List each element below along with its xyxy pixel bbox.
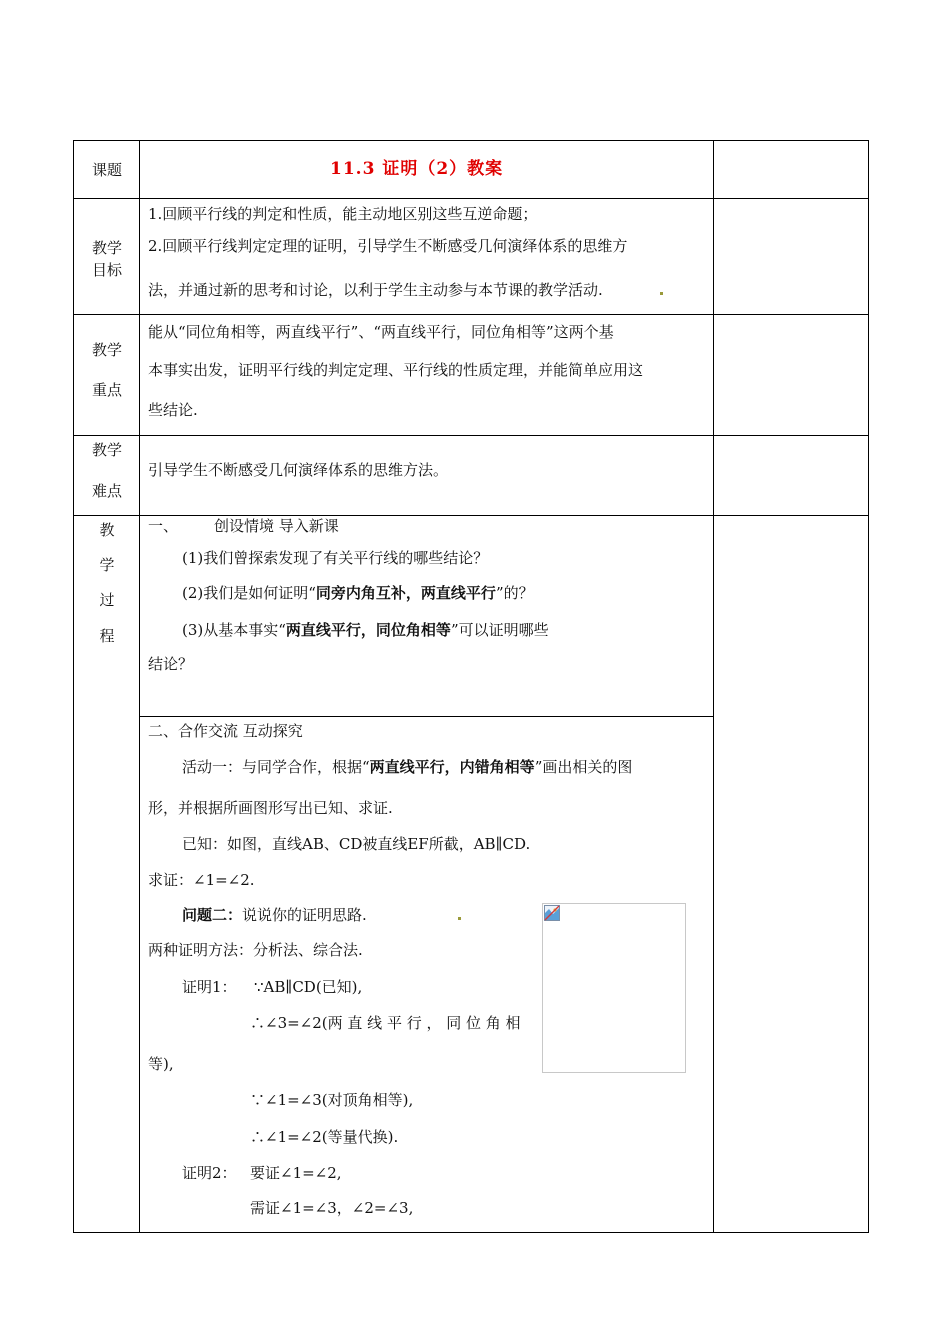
objectives-line-2: 2.回顾平行线判定定理的证明，引导学生不断感受几何演绎体系的思维方 bbox=[148, 237, 628, 255]
section1-question-3: (3)从基本事实“两直线平行，同位角相等”可以证明哪些 bbox=[182, 621, 549, 639]
objectives-label-1: 教学 bbox=[91, 239, 122, 257]
section2-heading: 二、合作交流 互动探究 bbox=[148, 722, 303, 740]
difficulty-label-2: 难点 bbox=[91, 482, 122, 500]
section1-question-1: (1)我们曾探索发现了有关平行线的哪些结论？ bbox=[182, 549, 489, 567]
page-title: 11.3 证明（2）教案 bbox=[330, 159, 504, 179]
table-border-top bbox=[73, 140, 869, 141]
keypoints-line-2: 本事实出发，证明平行线的判定定理、平行线的性质定理，并能简单应用这 bbox=[148, 361, 644, 379]
objectives-line-3: 法，并通过新的思考和讨论，以利于学生主动参与本节课的教学活动. bbox=[148, 281, 603, 299]
topic-label: 课题 bbox=[91, 161, 122, 179]
broken-image-icon bbox=[544, 905, 560, 921]
process-label-4: 程 bbox=[99, 627, 115, 645]
row-divider-2 bbox=[73, 314, 869, 315]
section1-question-3-cont: 结论？ bbox=[148, 655, 194, 673]
keypoints-label-2: 重点 bbox=[91, 381, 122, 399]
proof1-line-2: ∴∠3=∠2(两 直 线 平 行 ， 同 位 角 相 bbox=[250, 1014, 521, 1032]
given-statement: 已知：如图，直线AB、CD被直线EF所截，AB∥CD. bbox=[182, 835, 531, 853]
figure-placeholder bbox=[542, 903, 686, 1073]
row-divider-4 bbox=[73, 515, 869, 516]
keypoints-line-1: 能从“同位角相等，两直线平行”、“两直线平行，同位角相等”这两个基 bbox=[148, 323, 614, 341]
table-border-right bbox=[868, 140, 869, 1233]
prove-statement: 求证：∠1=∠2. bbox=[148, 871, 255, 889]
process-label-2: 学 bbox=[99, 556, 115, 574]
keypoints-label-1: 教学 bbox=[91, 341, 122, 359]
question-2: 问题二：说说你的证明思路. bbox=[182, 906, 367, 924]
objectives-label-2: 目标 bbox=[91, 261, 122, 279]
row-divider-1 bbox=[73, 198, 869, 199]
proof1-line-1: ∵AB∥CD(已知), bbox=[254, 978, 363, 996]
proof2-line-2: 需证∠1=∠3，∠2=∠3, bbox=[250, 1199, 414, 1217]
proof1-line-2-cont: 等), bbox=[148, 1055, 174, 1073]
stray-mark-2 bbox=[458, 917, 461, 920]
table-divider-notes bbox=[713, 140, 714, 1233]
section-divider bbox=[139, 716, 714, 717]
process-label-3: 过 bbox=[99, 591, 115, 609]
process-label-1: 教 bbox=[99, 521, 115, 539]
proof2-line-1: 要证∠1=∠2, bbox=[250, 1164, 342, 1182]
proof1-line-3: ∵∠1=∠3(对顶角相等), bbox=[250, 1091, 414, 1109]
difficulty-text: 引导学生不断感受几何演绎体系的思维方法。 bbox=[148, 461, 449, 479]
proof-methods: 两种证明方法：分析法、综合法. bbox=[148, 941, 363, 959]
proof2-label: 证明2： bbox=[182, 1164, 237, 1182]
table-border-bottom bbox=[73, 1232, 869, 1233]
section1-heading: 创设情境 导入新课 bbox=[214, 517, 339, 535]
row-divider-3 bbox=[73, 435, 869, 436]
difficulty-label-1: 教学 bbox=[91, 441, 122, 459]
activity-1-cont: 形，并根据所画图形写出已知、求证. bbox=[148, 799, 393, 817]
stray-mark bbox=[660, 292, 663, 295]
objectives-line-1: 1.回顾平行线的判定和性质，能主动地区别这些互逆命题； bbox=[148, 205, 538, 223]
section1-number: 一、 bbox=[148, 517, 179, 535]
table-border-left bbox=[73, 140, 74, 1233]
proof1-line-4: ∴∠1=∠2(等量代换). bbox=[250, 1128, 399, 1146]
section1-question-2: (2)我们是如何证明“同旁内角互补，两直线平行”的？ bbox=[182, 584, 534, 602]
table-divider-label bbox=[139, 140, 140, 1233]
keypoints-line-3: 些结论. bbox=[148, 401, 198, 419]
activity-1-text: 活动一：与同学合作，根据“两直线平行，内错角相等”画出相关的图 bbox=[182, 758, 633, 776]
proof1-label: 证明1： bbox=[182, 978, 237, 996]
